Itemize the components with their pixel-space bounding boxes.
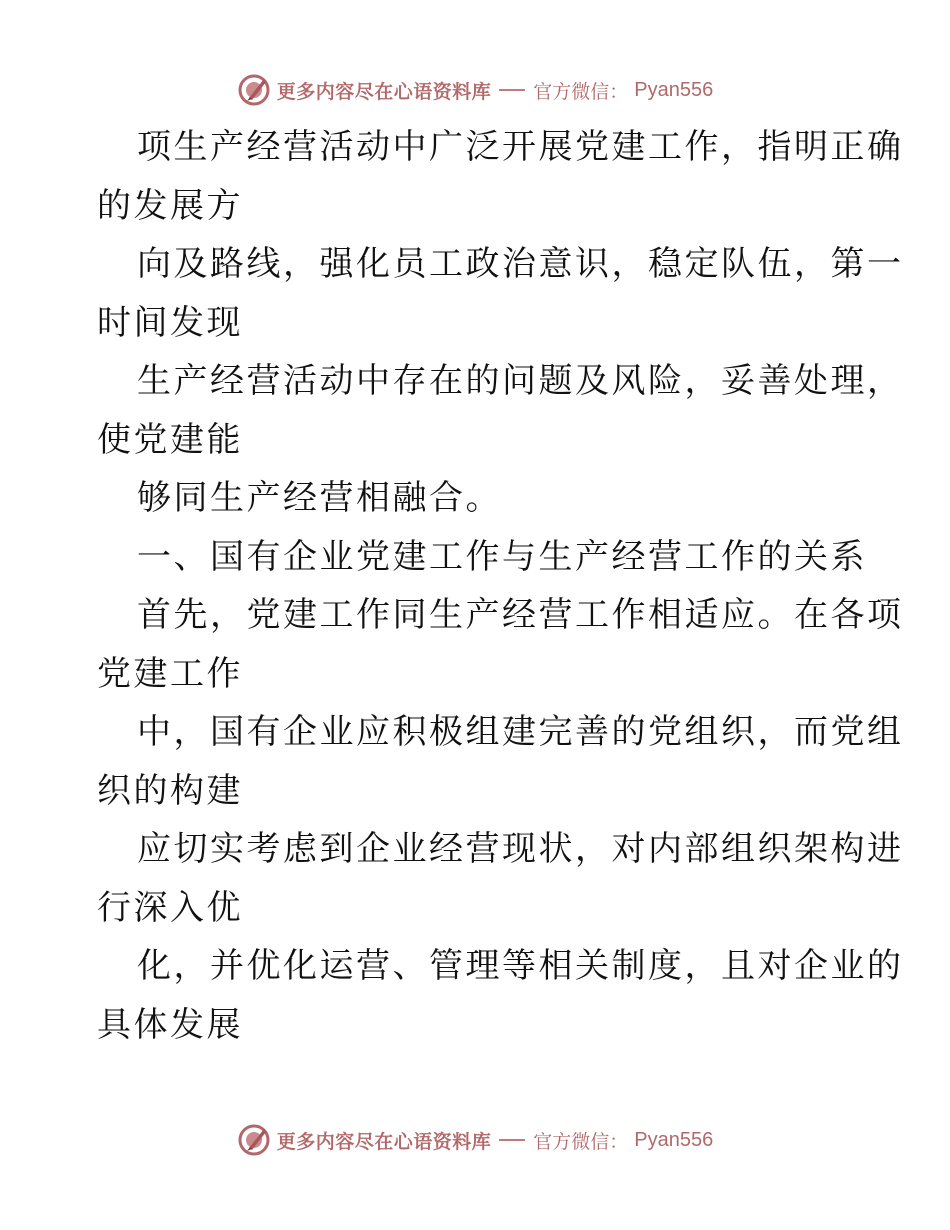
text-line: 的发展方	[97, 185, 243, 226]
text-line: 使党建能	[97, 419, 243, 460]
text-line: 行深入优	[97, 887, 243, 928]
text-line: 够同生产经营相融合。	[137, 478, 502, 518]
watermark-wechat-id: Pyan556	[634, 1128, 714, 1151]
watermark-official-label: 官方微信：	[533, 1130, 629, 1153]
text-line: 生产经营活动中存在的问题及风险，妥善处理，	[137, 361, 904, 401]
watermark-dash	[499, 1139, 525, 1141]
text-line: 化，并优化运营、管理等相关制度，且对企业的	[137, 946, 904, 986]
text-line: 时间发现	[97, 302, 243, 343]
text-line: 党建工作	[97, 653, 243, 694]
text-line: 首先，党建工作同生产经营工作相适应。在各项	[137, 595, 904, 635]
text-line: 向及路线，强化员工政治意识，稳定队伍，第一	[137, 244, 904, 284]
pen-nib-logo-icon	[237, 73, 271, 107]
watermark-brand-text: 更多内容尽在心语资料库	[276, 80, 492, 103]
document-body	[97, 118, 904, 1054]
header-watermark	[0, 70, 950, 110]
text-line: 项生产经营活动中广泛开展党建工作，指明正确	[137, 127, 904, 167]
pen-nib-logo-icon	[237, 1123, 271, 1157]
text-line: 应切实考虑到企业经营现状，对内部组织架构进	[137, 829, 904, 869]
watermark-dash	[499, 89, 525, 91]
text-line: 中，国有企业应积极组建完善的党组织，而党组	[137, 712, 904, 752]
text-line: 具体发展	[97, 1004, 243, 1045]
text-line: 织的构建	[97, 770, 243, 811]
watermark-official-label: 官方微信：	[533, 80, 629, 103]
watermark-wechat-id: Pyan556	[634, 78, 714, 101]
watermark-brand-text: 更多内容尽在心语资料库	[276, 1130, 492, 1153]
footer-watermark	[0, 1120, 950, 1160]
section-heading: 一、国有企业党建工作与生产经营工作的关系	[137, 536, 867, 577]
